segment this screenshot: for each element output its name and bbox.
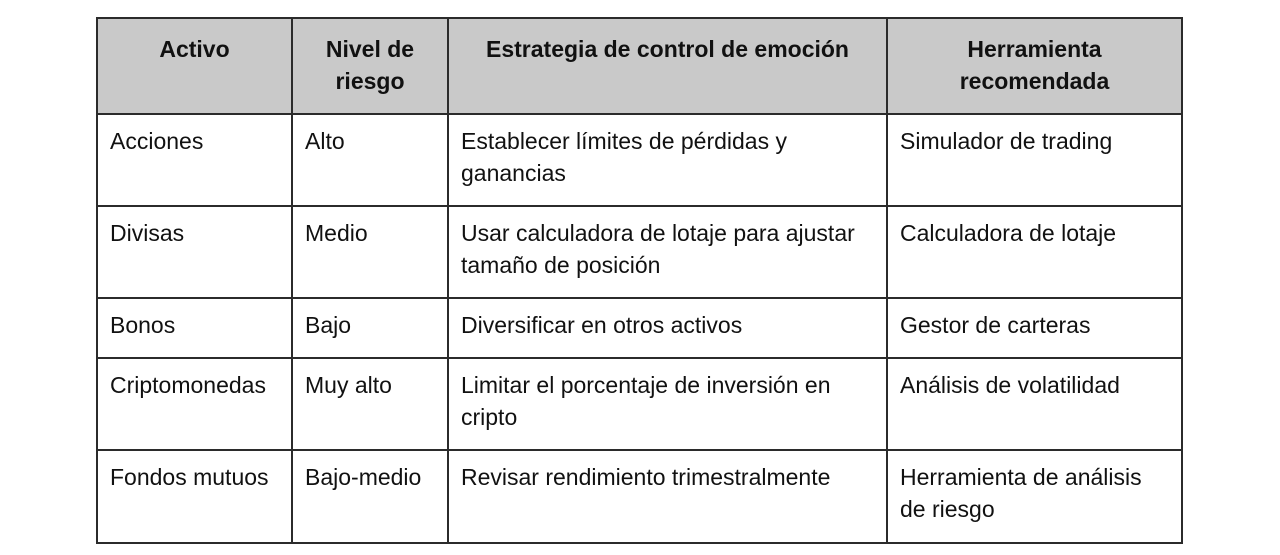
table-header [97,18,1182,114]
table-row [97,206,1182,298]
cell-activo: Bonos [97,298,292,358]
cell-activo: Fondos mutuos [97,450,292,543]
cell-activo: Divisas [97,206,292,298]
cell-nivel-de-riesgo: Alto [292,114,448,206]
table-row [97,358,1182,450]
cell-herramienta: Calculadora de lotaje [887,206,1182,298]
cell-activo: Criptomonedas [97,358,292,450]
header-cell-nivel-de-riesgo: Nivel de riesgo [292,18,448,114]
cell-herramienta: Simulador de trading [887,114,1182,206]
header-row [97,18,1182,114]
cell-herramienta: Análisis de volatilidad [887,358,1182,450]
cell-herramienta: Herramienta de análisis de riesgo [887,450,1182,543]
table-body [97,114,1182,543]
table-row [97,450,1182,543]
cell-nivel-de-riesgo: Bajo-medio [292,450,448,543]
header-cell-herramienta: Herramienta recomendada [887,18,1182,114]
cell-estrategia: Limitar el porcentaje de inversión en cripto [448,358,887,450]
cell-activo: Acciones [97,114,292,206]
cell-estrategia: Establecer límites de pérdidas y ganancias [448,114,887,206]
header-cell-activo: Activo [97,18,292,114]
cell-nivel-de-riesgo: Muy alto [292,358,448,450]
table-row [97,298,1182,358]
header-cell-estrategia: Estrategia de control de emoción [448,18,887,114]
cell-nivel-de-riesgo: Medio [292,206,448,298]
cell-estrategia: Usar calculadora de lotaje para ajustar tamaño de posición [448,206,887,298]
cell-estrategia: Diversificar en otros activos [448,298,887,358]
table-row [97,114,1182,206]
cell-herramienta: Gestor de carteras [887,298,1182,358]
cell-nivel-de-riesgo: Bajo [292,298,448,358]
risk-strategy-table [96,17,1183,544]
cell-estrategia: Revisar rendimiento trimestralmente [448,450,887,543]
